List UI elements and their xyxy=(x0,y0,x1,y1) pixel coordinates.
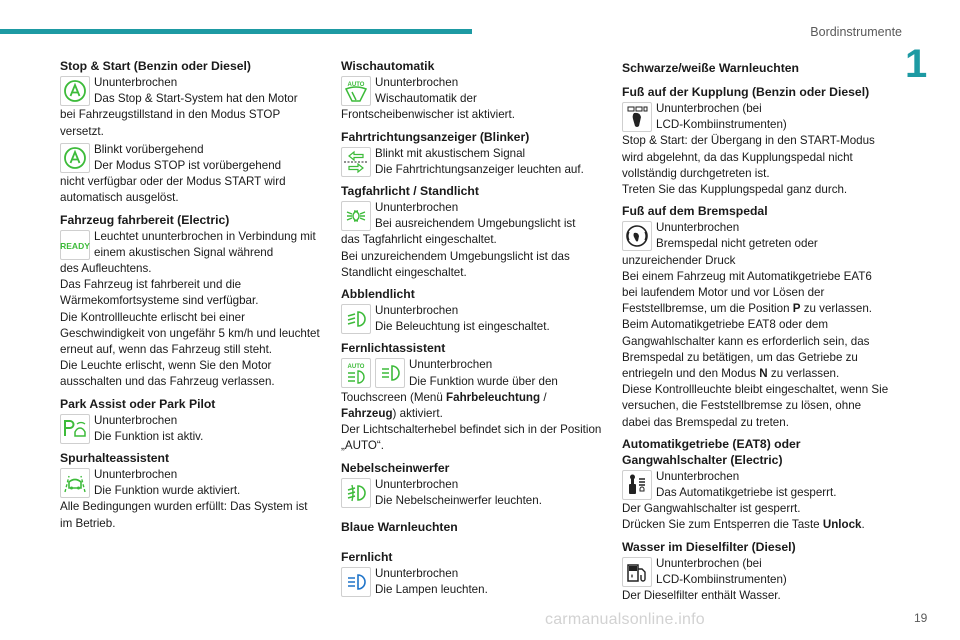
fog-light-green-icon xyxy=(341,478,371,508)
text: zu verlassen. xyxy=(800,302,873,316)
text: Die Funktion ist aktiv. xyxy=(94,429,204,443)
text: Der Modus STOP ist vorübergehend xyxy=(94,159,282,173)
text: Das Stop & Start-System hat den Motor xyxy=(94,92,298,106)
fuel-filter-water-icon xyxy=(622,557,652,587)
gear-position: P xyxy=(792,302,801,316)
brake-heading: Fuß auf dem Bremspedal xyxy=(622,204,768,219)
menu-name: Fahrzeug xyxy=(341,407,393,421)
text: das Tagfahrlicht eingeschaltet. xyxy=(341,233,497,247)
stop-start-blink-indicator xyxy=(60,142,322,174)
text: Ununterbrochen xyxy=(409,358,493,372)
highbeam-assist-indicator xyxy=(341,357,603,389)
text: LCD-Kombiinstrumenten) xyxy=(656,118,787,132)
text: unzureichender Druck xyxy=(622,253,736,267)
foot-brake-icon xyxy=(622,221,652,251)
auto-highbeam-green-icon xyxy=(341,358,371,388)
text: Die Fahrtrichtungsanzeiger leuchten auf. xyxy=(375,162,584,176)
text: nicht verfügbar oder der Modus START wird automatisch ausgelöst. xyxy=(60,175,286,205)
highbeam-green-icon xyxy=(375,358,405,388)
blinker-heading: Fahrtrichtungsanzeiger (Blinker) xyxy=(341,129,530,144)
text: Ununterbrochen xyxy=(375,567,459,581)
lane-assist-indicator xyxy=(60,467,322,499)
text: Bei einem Fahrzeug mit Automatikgetriebe EAT6 bei laufendem Motor und vor Lösen der Feststellbremse, um die Position xyxy=(622,269,872,316)
dipped-beam-green-icon xyxy=(341,304,371,334)
text: Beim Automatikgetriebe EAT8 oder dem Gangwahlschalter kann es erforderlich sein, das Bremspedal zu betätigen, um das Getriebe zu entriegeln und den Modus xyxy=(622,318,870,381)
watermark: carmanualsonline.info xyxy=(545,611,705,628)
text: Das Fahrzeug ist fahrbereit und die Wärmekomfortsysteme sind verfügbar. xyxy=(60,278,259,308)
turn-signal-green-icon xyxy=(341,147,371,177)
text: zu verlassen. xyxy=(767,367,840,381)
text xyxy=(622,317,890,382)
column-3 xyxy=(622,58,890,604)
text xyxy=(341,390,603,406)
wiper-indicator xyxy=(341,75,603,107)
text: Ununterbrochen xyxy=(94,468,178,482)
text: Der Gangwahlschalter ist gesperrt. xyxy=(622,502,801,516)
text: Ununterbrochen xyxy=(94,76,178,89)
text: Die Leuchte erlischt, wenn Sie den Motor ausschalten und das Fahrzeug verlassen. xyxy=(60,359,275,389)
text: Ununterbrochen xyxy=(94,413,178,427)
text: Blinkt vorübergehend xyxy=(94,142,204,156)
text: Ununterbrochen xyxy=(375,304,459,318)
text: Ununterbrochen xyxy=(656,469,740,483)
lowbeam-indicator xyxy=(341,303,603,335)
text: Ununterbrochen xyxy=(375,76,459,89)
lane-assist-green-icon xyxy=(60,468,90,498)
text: bei Fahrzeugstillstand in den Modus STOP versetzt. xyxy=(60,108,280,138)
text: Stop & Start: der Übergang in den START-Modus wird abgelehnt, da das Kupplungspedal nicht vollständig durchgetreten ist. xyxy=(622,134,875,180)
park-assist-indicator xyxy=(60,413,322,445)
highbeam-icon-text: AUTO xyxy=(347,364,365,371)
highbeam-assist-heading: Fernlichtassistent xyxy=(341,341,446,356)
text: Ununterbrochen xyxy=(375,201,459,215)
park-assist-green-icon xyxy=(60,414,90,444)
text: Das Automatikgetriebe ist gesperrt. xyxy=(656,486,837,500)
column-2 xyxy=(341,58,603,598)
main-beam-blue-icon xyxy=(341,567,371,597)
text: Leuchtet ununterbrochen in Verbindung mit einem akustischen Signal während xyxy=(94,229,316,259)
blinker-indicator xyxy=(341,146,603,178)
text: Bremspedal nicht getreten oder xyxy=(656,237,818,251)
position-light-green-icon xyxy=(341,201,371,231)
text: Blinkt mit akustischem Signal xyxy=(375,146,526,160)
text: Die Lampen leuchten. xyxy=(375,583,488,597)
park-assist-heading: Park Assist oder Park Pilot xyxy=(60,396,216,411)
text: Die Funktion wurde über den xyxy=(409,374,558,388)
running-header: Bordinstrumente xyxy=(810,25,902,39)
highbeam-heading: Fernlicht xyxy=(341,550,393,565)
text: Ununterbrochen (bei xyxy=(656,102,762,115)
lowbeam-heading: Abblendlicht xyxy=(341,287,415,302)
wiper-heading: Wischautomatik xyxy=(341,59,435,73)
page-number: 19 xyxy=(914,611,928,625)
water-filter-heading: Wasser im Dieselfilter (Diesel) xyxy=(622,539,796,554)
text: Diese Kontrollleuchte bleibt eingeschaltet, wenn Sie versuchen, die Feststellbremse zu lösen, ohne dabei das Bremspedal zu treten. xyxy=(622,383,889,429)
text: Alle Bedingungen wurden erfüllt: Das System ist im Betrieb. xyxy=(60,500,308,530)
daylight-heading: Tagfahrlicht / Standlicht xyxy=(341,184,479,199)
text xyxy=(622,269,890,318)
gearbox-indicator xyxy=(622,469,890,501)
text: Touchscreen (Menü xyxy=(341,390,447,404)
text: Die Funktion wurde aktiviert. xyxy=(94,484,241,498)
foot-clutch-icon xyxy=(622,102,652,132)
text: Der Lichtschalterhebel befindet sich in der Position „AUTO“. xyxy=(341,423,602,453)
text: Die Beleuchtung ist eingeschaltet. xyxy=(375,320,550,334)
text: Bei unzureichendem Umgebungslicht ist das Standlicht eingeschaltet. xyxy=(341,249,570,279)
wiper-icon-text: AUTO xyxy=(347,82,365,88)
brake-indicator xyxy=(622,220,890,252)
text: Wischautomatik der xyxy=(375,92,477,106)
text: LCD-Kombiinstrumenten) xyxy=(656,572,787,586)
text: Treten Sie das Kupplungspedal ganz durch. xyxy=(622,183,848,197)
column-1 xyxy=(60,58,322,532)
daylight-indicator xyxy=(341,200,603,232)
text: Drücken Sie zum Entsperren die Taste xyxy=(622,518,823,532)
menu-name: Fahrbeleuchtung xyxy=(446,390,541,404)
text: ) aktiviert. xyxy=(392,407,443,421)
blue-warnings-heading: Blaue Warnleuchten xyxy=(341,520,458,535)
ready-heading: Fahrzeug fahrbereit (Electric) xyxy=(60,212,230,227)
highbeam-indicator xyxy=(341,566,603,598)
text: Ununterbrochen (bei xyxy=(656,556,762,570)
text xyxy=(341,406,603,422)
header-accent-bar xyxy=(0,29,472,34)
fog-heading: Nebelscheinwerfer xyxy=(341,460,450,475)
stop-start-green-icon xyxy=(60,76,90,106)
lane-assist-heading: Spurhalteassistent xyxy=(60,451,170,466)
stop-start-indicator xyxy=(60,75,322,107)
stop-start-green-icon xyxy=(60,143,90,173)
bw-warnings-heading: Schwarze/weiße Warnleuchten xyxy=(622,61,799,75)
auto-wiper-green-icon xyxy=(341,76,371,106)
text: Die Nebelscheinwerfer leuchten. xyxy=(375,493,542,507)
text: / xyxy=(540,390,547,404)
text xyxy=(622,517,890,533)
fog-indicator xyxy=(341,477,603,509)
ready-icon-text: READY xyxy=(60,240,90,251)
water-filter-indicator xyxy=(622,556,890,588)
ready-indicator xyxy=(60,229,322,261)
text: Der Dieselfilter enthält Wasser. xyxy=(622,589,781,603)
text: Bei ausreichendem Umgebungslicht ist xyxy=(375,217,576,231)
text: des Aufleuchtens. xyxy=(60,262,152,276)
chapter-number: 1 xyxy=(905,42,928,86)
ready-green-icon xyxy=(60,230,90,260)
text: . xyxy=(861,518,865,532)
gearbox-heading: Automatikgetriebe (EAT8) oder Gangwahlschalter (Electric) xyxy=(622,436,801,467)
clutch-heading: Fuß auf der Kupplung (Benzin oder Diesel) xyxy=(622,85,870,99)
unlock-key-name: Unlock xyxy=(822,518,862,532)
text: Ununterbrochen xyxy=(656,221,740,235)
text: Frontscheibenwischer ist aktiviert. xyxy=(341,108,515,122)
stop-start-heading: Stop & Start (Benzin oder Diesel) xyxy=(60,59,251,73)
text: Die Kontrollleuchte erlischt bei einer Geschwindigkeit von ungefähr 5 km/h und leuchtet erneut auf, wenn das Fahrzeug still steht. xyxy=(60,310,320,357)
clutch-indicator xyxy=(622,101,890,133)
gear-position: N xyxy=(759,367,768,381)
gear-selector-lock-icon xyxy=(622,470,652,500)
text: Ununterbrochen xyxy=(375,477,459,491)
